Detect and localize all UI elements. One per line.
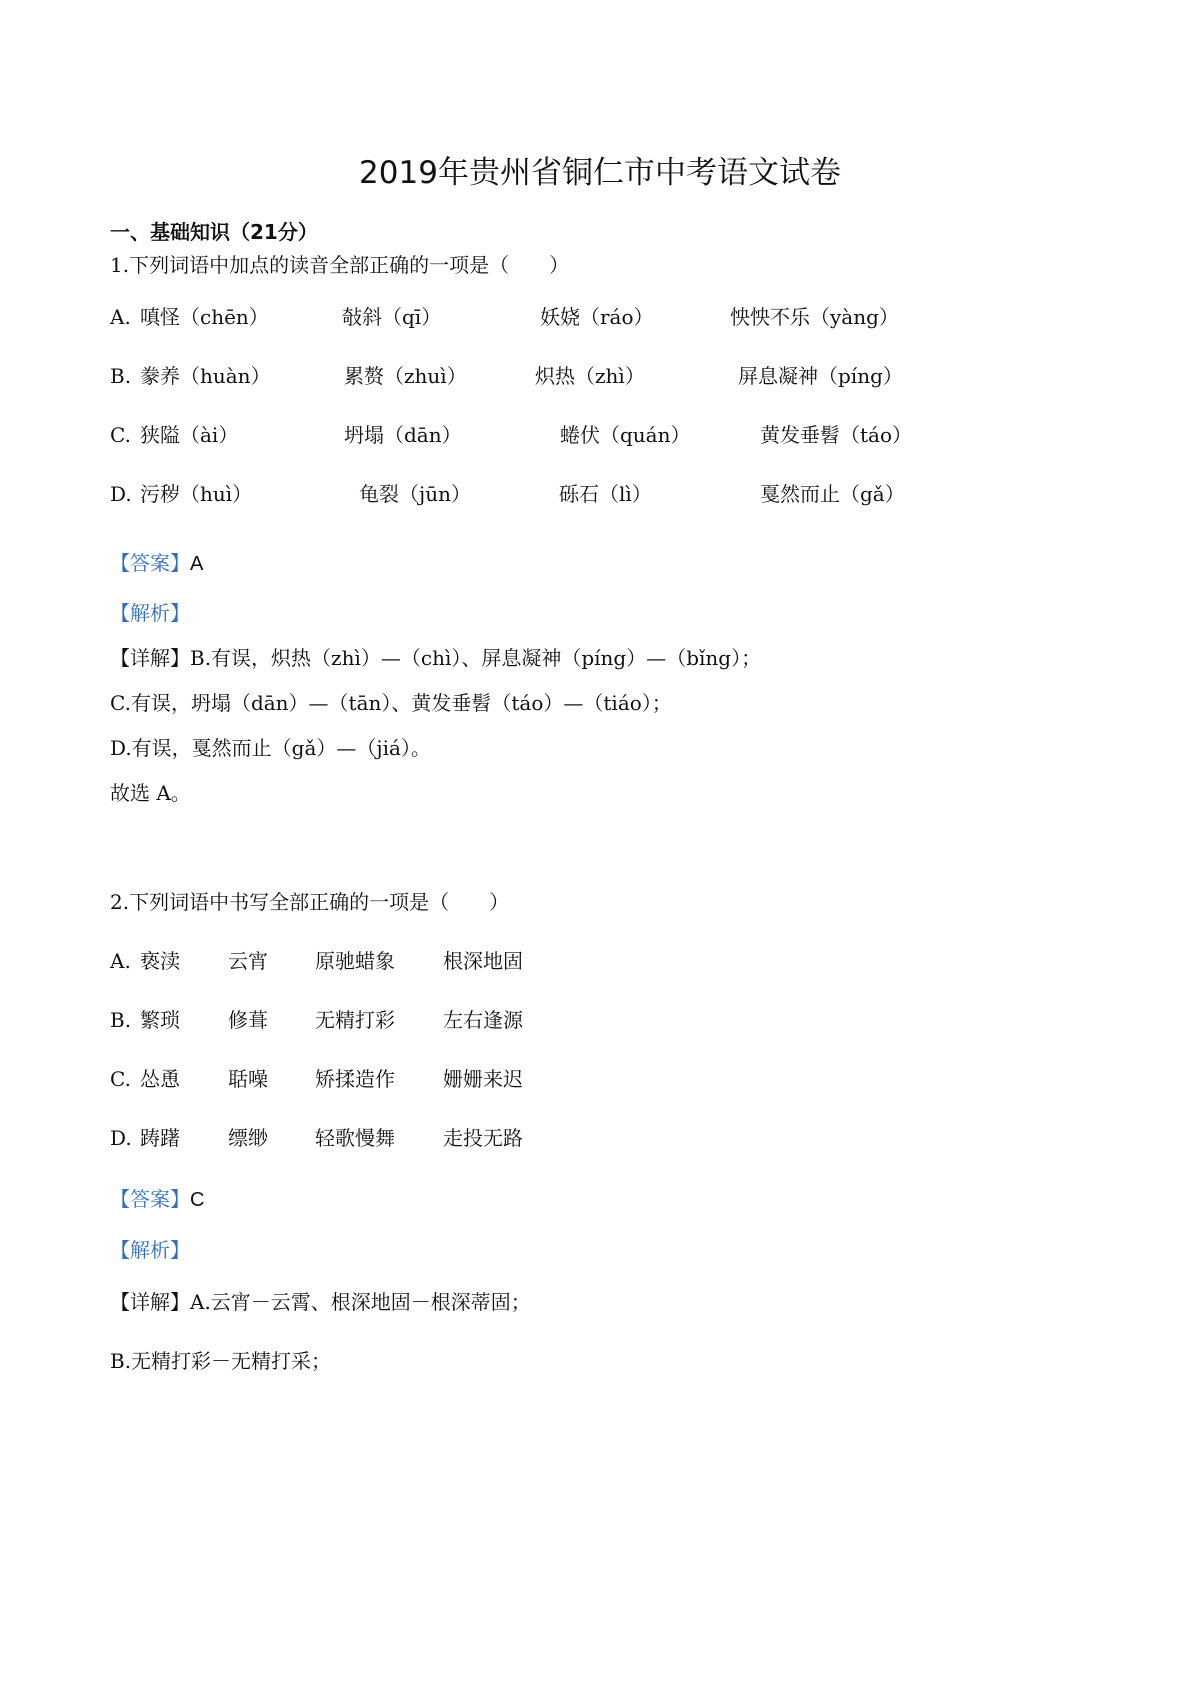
detail-text: B.有误，炽热（zhì）—（chì）、屏息凝神（píng）—（bǐng）； [190, 646, 762, 670]
q1-option-b [110, 361, 1110, 391]
q2-answer [110, 1184, 204, 1215]
option-item: 妖娆（ráo） [540, 305, 654, 329]
option-item: 狭隘（ài） [140, 423, 239, 447]
answer-value: A [190, 553, 204, 575]
option-item: 怂恿 [140, 1067, 180, 1091]
option-item: 坍塌（dān） [344, 423, 462, 447]
q1-conclusion: 故选 A。 [110, 781, 191, 805]
option-item: 戛然而止（gǎ） [760, 482, 905, 506]
q2-option-c [110, 1064, 1110, 1094]
q2-detail-line [110, 1287, 531, 1317]
option-item: 踌躇 [140, 1126, 180, 1150]
option-item: 矫揉造作 [315, 1067, 395, 1091]
option-label: B. [110, 364, 132, 388]
option-item: 炽热（zhì） [535, 364, 645, 388]
option-label: C. [110, 1067, 131, 1091]
question-2-stem: 2.下列词语中书写全部正确的一项是（ ） [110, 890, 510, 914]
option-item: 轻歌慢舞 [315, 1126, 395, 1150]
option-item: 豢养（huàn） [140, 364, 271, 388]
answer-value: C [190, 1189, 205, 1211]
q2-option-b [110, 1005, 1110, 1035]
q1-answer [110, 548, 203, 579]
q1-option-c [110, 420, 1110, 450]
option-label: D. [110, 482, 132, 506]
q1-option-d [110, 479, 1110, 509]
option-item: 砾石（lì） [559, 482, 652, 506]
option-item: 无精打彩 [315, 1008, 395, 1032]
answer-tag: 【答案】 [110, 1187, 190, 1211]
answer-tag: 【答案】 [110, 551, 190, 575]
option-item: 嗔怪（chēn） [140, 305, 269, 329]
section-heading: 一、基础知识（21分） [110, 220, 318, 244]
question-1-stem: 1.下列词语中加点的读音全部正确的一项是（ ） [110, 253, 570, 277]
option-label: A. [110, 305, 131, 329]
q2-option-a [110, 946, 1110, 976]
option-item: 黄发垂髫（táo） [760, 423, 913, 447]
option-item: 繁琐 [140, 1008, 180, 1032]
option-item: 亵渎 [140, 949, 180, 973]
option-item: 怏怏不乐（yàng） [730, 305, 899, 329]
q1-detail-line [110, 643, 761, 673]
option-item: 左右逢源 [443, 1008, 523, 1032]
q1-analysis-tag: 【解析】 [110, 601, 190, 625]
option-item: 修葺 [228, 1008, 268, 1032]
option-item: 聒噪 [228, 1067, 268, 1091]
q2-option-d [110, 1123, 1110, 1153]
option-item: 屏息凝神（píng） [738, 364, 903, 388]
option-label: B. [110, 1008, 132, 1032]
option-label: C. [110, 423, 131, 447]
option-label: D. [110, 1126, 132, 1150]
option-item: 蜷伏（quán） [560, 423, 691, 447]
option-item: 走投无路 [443, 1126, 523, 1150]
q2-analysis-tag: 【解析】 [110, 1238, 190, 1262]
option-item: 姗姗来迟 [443, 1067, 523, 1091]
option-item: 根深地固 [443, 949, 523, 973]
q1-detail-line: C.有误，坍塌（dān）—（tān）、黄发垂髫（táo）—（tiáo）； [110, 691, 672, 715]
detail-text: A.云宵－云霄、根深地固－根深蒂固； [190, 1290, 531, 1314]
detail-tag: 【详解】 [110, 1290, 190, 1314]
q1-detail-line: D.有误，戛然而止（gǎ）—（jiá）。 [110, 736, 431, 760]
option-label: A. [110, 949, 131, 973]
page-title: 2019年贵州省铜仁市中考语文试卷 [359, 155, 841, 191]
option-item: 龟裂（jūn） [359, 482, 471, 506]
q2-detail-line: B.无精打彩－无精打采； [110, 1349, 332, 1373]
option-item: 累赘（zhuì） [344, 364, 467, 388]
option-item: 缥缈 [228, 1126, 268, 1150]
option-item: 原驰蜡象 [315, 949, 395, 973]
q1-option-a [110, 302, 1110, 332]
option-item: 敧斜（qī） [342, 305, 442, 329]
option-item: 云宵 [228, 949, 268, 973]
detail-tag: 【详解】 [110, 646, 190, 670]
option-item: 污秽（huì） [140, 482, 253, 506]
